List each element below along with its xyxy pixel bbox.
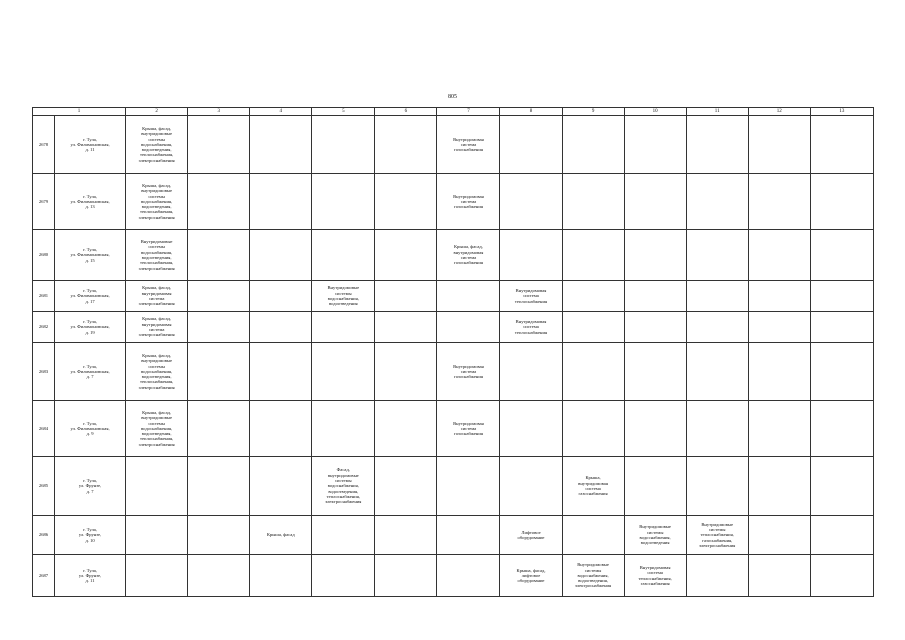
cell-col-8: Лифтовое оборудование [500, 516, 562, 555]
cell-col-9 [562, 116, 624, 174]
cell-col-9 [562, 281, 624, 312]
cell-col-12 [748, 312, 810, 343]
row-number: 2683 [33, 343, 55, 401]
cell-col-11 [686, 281, 748, 312]
cell-col-7 [437, 516, 500, 555]
cell-col-3 [188, 516, 250, 555]
cell-col-7 [437, 312, 500, 343]
cell-col-10 [624, 281, 686, 312]
cell-col-10 [624, 457, 686, 516]
table-row [33, 457, 874, 516]
cell-col-5 [312, 116, 375, 174]
cell-col-5 [312, 516, 375, 555]
cell-col-4 [250, 174, 312, 230]
cell-col-4 [250, 343, 312, 401]
cell-col-13 [810, 116, 873, 174]
cell-col-3 [188, 281, 250, 312]
table-row [33, 116, 874, 174]
cell-col-6 [375, 281, 437, 312]
cell-col-11 [686, 401, 748, 457]
column-header-10: 10 [624, 108, 686, 116]
cell-col-13 [810, 401, 873, 457]
cell-col-7: Крыша, фасад, внутридомовая система газоснабжения [437, 230, 500, 281]
cell-col-5 [312, 401, 375, 457]
cell-col-7: Внутридомовая система газоснабжения [437, 116, 500, 174]
cell-col-5 [312, 174, 375, 230]
cell-col-12 [748, 457, 810, 516]
column-header-9: 9 [562, 108, 624, 116]
cell-col-2 [126, 516, 188, 555]
cell-col-4 [250, 281, 312, 312]
cell-col-2 [126, 555, 188, 597]
cell-col-3 [188, 555, 250, 597]
column-header-6: 6 [375, 108, 437, 116]
cell-col-6 [375, 312, 437, 343]
column-header-7: 7 [437, 108, 500, 116]
row-number: 2680 [33, 230, 55, 281]
cell-col-4 [250, 401, 312, 457]
table-row [33, 516, 874, 555]
row-number: 2685 [33, 457, 55, 516]
cell-col-11 [686, 343, 748, 401]
cell-col-6 [375, 516, 437, 555]
cell-col-2: Внутридомовые системы водоснабжения, водоотведения, теплоснабжения, электроснабжения [126, 230, 188, 281]
address-cell: г. Тула, ул. Филимоновская, д. 15 [55, 230, 126, 281]
cell-col-10 [624, 401, 686, 457]
row-number: 2682 [33, 312, 55, 343]
cell-col-13 [810, 230, 873, 281]
cell-col-3 [188, 401, 250, 457]
cell-col-8 [500, 116, 562, 174]
cell-col-9 [562, 401, 624, 457]
cell-col-7: Внутридомовая система газоснабжения [437, 343, 500, 401]
cell-col-10: Внутридомовые системы водоснабжения, водоотведения [624, 516, 686, 555]
cell-col-9 [562, 230, 624, 281]
cell-col-12 [748, 401, 810, 457]
cell-col-3 [188, 343, 250, 401]
cell-col-11 [686, 457, 748, 516]
cell-col-9 [562, 343, 624, 401]
cell-col-6 [375, 401, 437, 457]
cell-col-4 [250, 116, 312, 174]
cell-col-8: Крыша, фасад, лифтовое оборудование [500, 555, 562, 597]
cell-col-10 [624, 312, 686, 343]
cell-col-7 [437, 457, 500, 516]
cell-col-10: Внутридомовая система теплоснабжения, газоснабжения [624, 555, 686, 597]
cell-col-13 [810, 555, 873, 597]
table-row [33, 343, 874, 401]
table-row [33, 230, 874, 281]
cell-col-5 [312, 555, 375, 597]
cell-col-3 [188, 174, 250, 230]
cell-col-2: Крыша, фасад, внутридомовые системы водоснабжения, водоотведения, теплоснабжения, электроснабжения [126, 343, 188, 401]
cell-col-12 [748, 174, 810, 230]
cell-col-13 [810, 516, 873, 555]
cell-col-8 [500, 457, 562, 516]
address-cell: г. Тула, ул. Фрунзе, д. 7 [55, 457, 126, 516]
cell-col-4 [250, 230, 312, 281]
cell-col-12 [748, 230, 810, 281]
row-number: 2678 [33, 116, 55, 174]
cell-col-11: Внутридомовые системы теплоснабжения, газоснабжения, электроснабжения [686, 516, 748, 555]
cell-col-11 [686, 312, 748, 343]
cell-col-12 [748, 516, 810, 555]
address-cell: г. Тула, ул. Фрунзе, д. 10 [55, 516, 126, 555]
address-cell: г. Тула, ул. Фрунзе, д. 11 [55, 555, 126, 597]
row-number: 2679 [33, 174, 55, 230]
cell-col-13 [810, 312, 873, 343]
cell-col-13 [810, 281, 873, 312]
cell-col-6 [375, 555, 437, 597]
column-header-13: 13 [810, 108, 873, 116]
cell-col-6 [375, 116, 437, 174]
cell-col-4 [250, 312, 312, 343]
cell-col-12 [748, 116, 810, 174]
cell-col-5: Фасад, внутридомовые системы водоснабжения, водоотведения, теплоснабжения, электроснабжения [312, 457, 375, 516]
cell-col-8 [500, 401, 562, 457]
table-row [33, 401, 874, 457]
cell-col-8: Внутридомовая система теплоснабжения [500, 312, 562, 343]
cell-col-13 [810, 174, 873, 230]
cell-col-11 [686, 116, 748, 174]
address-cell: г. Тула, ул. Филимоновская, д. 19 [55, 312, 126, 343]
cell-col-7 [437, 281, 500, 312]
cell-col-3 [188, 457, 250, 516]
cell-col-7 [437, 555, 500, 597]
register-table [32, 107, 874, 597]
cell-col-9: Внутридомовые системы водоснабжения, водоотведения, электроснабжения [562, 555, 624, 597]
column-header-2: 2 [126, 108, 188, 116]
table-row [33, 312, 874, 343]
cell-col-10 [624, 343, 686, 401]
column-header-11: 11 [686, 108, 748, 116]
cell-col-9 [562, 516, 624, 555]
cell-col-4 [250, 555, 312, 597]
column-header-5: 5 [312, 108, 375, 116]
cell-col-11 [686, 174, 748, 230]
cell-col-5 [312, 343, 375, 401]
cell-col-5 [312, 312, 375, 343]
cell-col-7: Внутридомовая система газоснабжения [437, 401, 500, 457]
cell-col-12 [748, 343, 810, 401]
column-header-8: 8 [500, 108, 562, 116]
cell-col-2 [126, 457, 188, 516]
cell-col-3 [188, 230, 250, 281]
cell-col-9 [562, 174, 624, 230]
cell-col-2: Крыша, фасад, внутридомовая система электроснабжения [126, 312, 188, 343]
cell-col-2: Крыша, фасад, внутридомовая система электроснабжения [126, 281, 188, 312]
column-header-12: 12 [748, 108, 810, 116]
cell-col-2: Крыша, фасад, внутридомовые системы водоснабжения, водоотведения, теплоснабжения, электроснабжения [126, 116, 188, 174]
table-row [33, 281, 874, 312]
row-number: 2684 [33, 401, 55, 457]
cell-col-12 [748, 281, 810, 312]
address-cell: г. Тула, ул. Филимоновская, д. 13 [55, 174, 126, 230]
cell-col-12 [748, 555, 810, 597]
cell-col-2: Крыша, фасад, внутридомовые системы водоснабжения, водоотведения, теплоснабжения, электроснабжения [126, 174, 188, 230]
address-cell: г. Тула, ул. Филимоновская, д. 9 [55, 401, 126, 457]
cell-col-6 [375, 230, 437, 281]
cell-col-10 [624, 174, 686, 230]
address-cell: г. Тула, ул. Филимоновская, д. 7 [55, 343, 126, 401]
cell-col-3 [188, 116, 250, 174]
cell-col-7: Внутридомовая система газоснабжения [437, 174, 500, 230]
cell-col-8 [500, 343, 562, 401]
row-number: 2681 [33, 281, 55, 312]
cell-col-11 [686, 230, 748, 281]
cell-col-10 [624, 230, 686, 281]
cell-col-6 [375, 174, 437, 230]
row-number: 2687 [33, 555, 55, 597]
header-row [33, 108, 874, 116]
cell-col-8 [500, 230, 562, 281]
cell-col-11 [686, 555, 748, 597]
column-header-1: 1 [33, 108, 126, 116]
address-cell: г. Тула, ул. Филимоновская, д. 11 [55, 116, 126, 174]
cell-col-4: Крыша, фасад [250, 516, 312, 555]
cell-col-13 [810, 457, 873, 516]
address-cell: г. Тула, ул. Филимоновская, д. 17 [55, 281, 126, 312]
cell-col-5: Внутридомовые системы водоснабжения, водоотведения [312, 281, 375, 312]
table-row [33, 174, 874, 230]
cell-col-4 [250, 457, 312, 516]
cell-col-2: Крыша, фасад, внутридомовые системы водоснабжения, водоотведения, теплоснабжения, электроснабжения [126, 401, 188, 457]
cell-col-9: Крыша, внутридомовая система газоснабжения [562, 457, 624, 516]
cell-col-8: Внутридомовая система теплоснабжения [500, 281, 562, 312]
cell-col-10 [624, 116, 686, 174]
cell-col-3 [188, 312, 250, 343]
row-number: 2686 [33, 516, 55, 555]
cell-col-8 [500, 174, 562, 230]
cell-col-5 [312, 230, 375, 281]
cell-col-9 [562, 312, 624, 343]
table-row [33, 555, 874, 597]
cell-col-6 [375, 457, 437, 516]
column-header-3: 3 [188, 108, 250, 116]
cell-col-13 [810, 343, 873, 401]
column-header-4: 4 [250, 108, 312, 116]
cell-col-6 [375, 343, 437, 401]
page-number: 805 [448, 94, 457, 100]
